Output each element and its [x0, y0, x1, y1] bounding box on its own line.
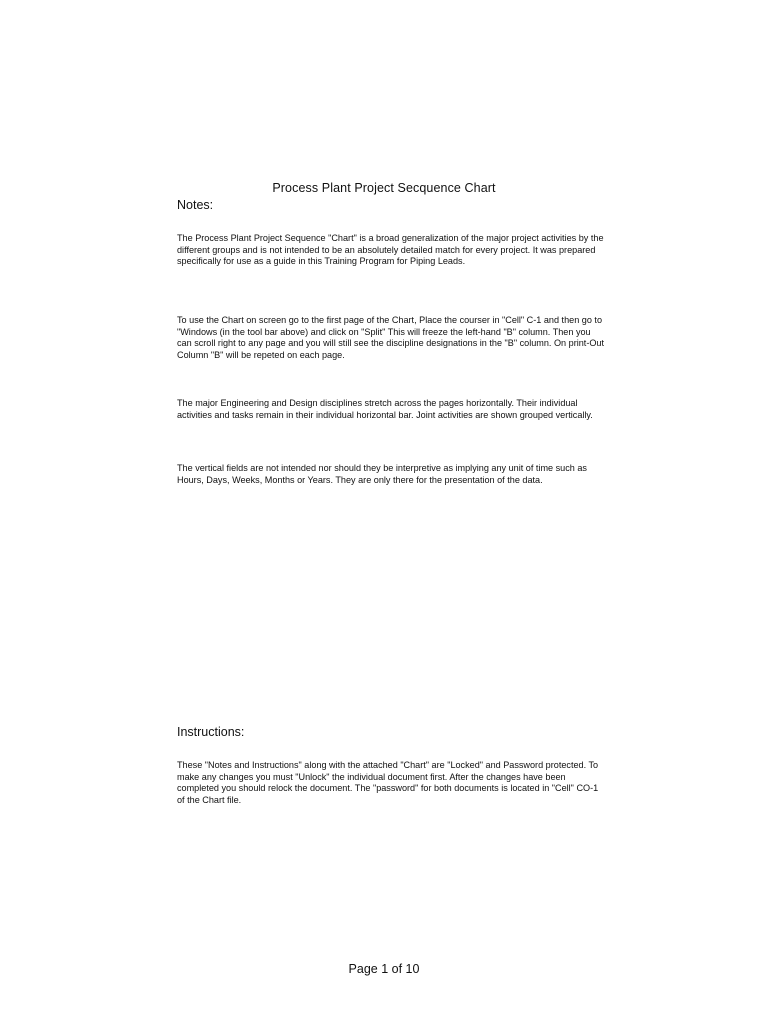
notes-paragraph: The vertical fields are not intended nor should they be interpretive as implying any unit of time such as Hours, Days, Weeks, Months or Years. They are only there for the presentation of the data.	[177, 463, 587, 485]
instructions-heading: Instructions:	[177, 725, 245, 739]
instructions-paragraph: These "Notes and Instructions" along with the attached "Chart" are "Locked" and Password protected. To make any changes you must "Unlock" the individual document first. After the changes have been completed you should relock the document. The "password" for both documents is located in "Cell" CO-1 of the Chart file.	[177, 760, 599, 805]
notes-heading: Notes:	[177, 198, 214, 212]
notes-paragraph: The Process Plant Project Sequence "Chart" is a broad generalization of the major project activities by the different groups and is not intended to be an absolutely detailed match for every project. It was prepared specifically for use as a guide in this Training Program for Piping Leads.	[177, 233, 604, 267]
page-number: Page 1 of 10	[348, 962, 420, 976]
page-title: Process Plant Project Secquence Chart	[272, 181, 496, 195]
notes-paragraph: The major Engineering and Design disciplines stretch across the pages horizontally. Their individual activities and tasks remain in their individual horizontal bar. Joint activities are shown grouped vertically.	[177, 398, 593, 420]
notes-paragraph: To use the Chart on screen go to the first page of the Chart, Place the courser in "Cell" C-1 and then go to "Windows (in the tool bar above) and click on "Split" This will freeze the left-hand "B" column. Then you can scroll right to any page and you will still see the discipline designations in the "B" column. On print-Out Column "B" will be repeted on each page.	[177, 315, 605, 360]
